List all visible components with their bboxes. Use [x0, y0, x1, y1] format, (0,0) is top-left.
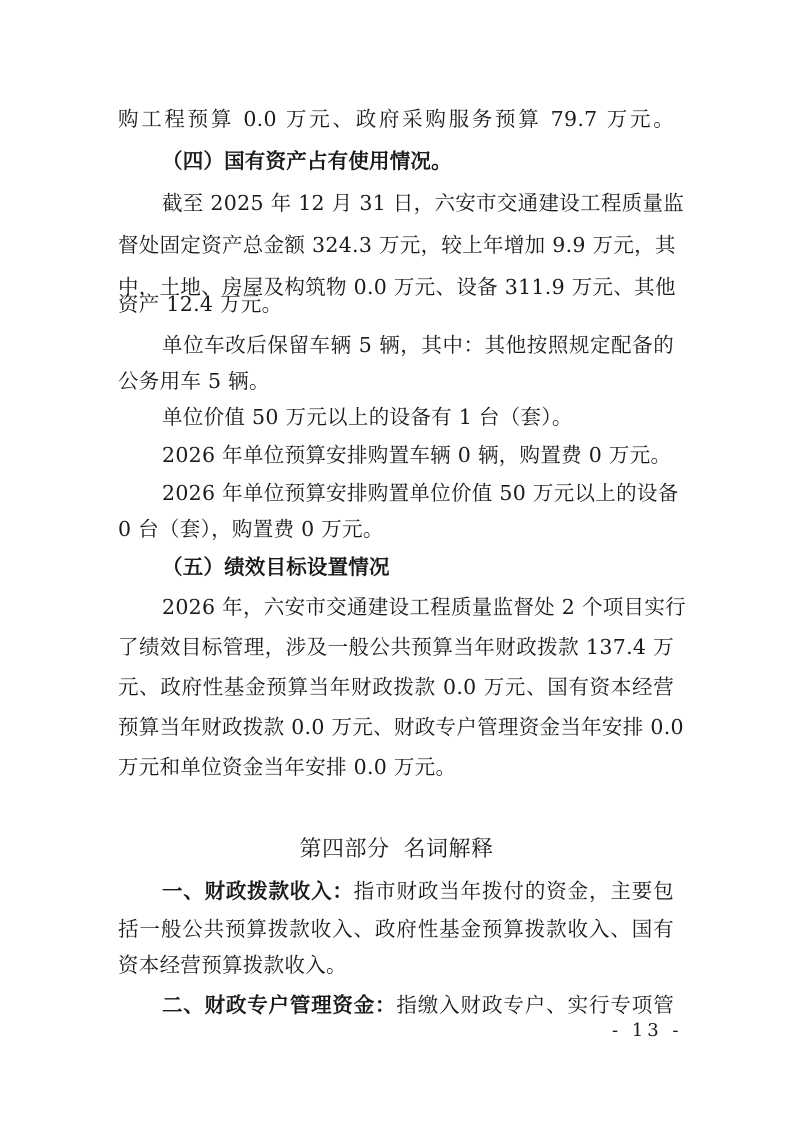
text-line: 预算当年财政拨款 0.0 万元、财政专户管理资金当年安排 0.0	[118, 715, 684, 739]
text-line: 单位车改后保留车辆 5 辆，其中：其他按照规定配备的	[162, 333, 674, 357]
text-line: 万元和单位资金当年安排 0.0 万元。	[118, 755, 457, 779]
term-2-label: 二、财政专户管理资金：	[162, 993, 397, 1017]
text-line: 2026 年单位预算安排购置单位价值 50 万元以上的设备	[162, 481, 679, 505]
text-line: 2026 年，六安市交通建设工程质量监督处 2 个项目实行	[162, 595, 686, 619]
section-heading-5: （五）绩效目标设置情况	[162, 555, 390, 579]
part-four-title	[0, 835, 793, 865]
page-number: - 13 -	[612, 1020, 683, 1041]
text-line: 单位价值 50 万元以上的设备有 1 台（套）。	[162, 405, 573, 429]
text-line: 中，土地、房屋及构筑物 0.0 万元、设备 311.9 万元、其他	[118, 275, 676, 299]
section-heading-4: （四）国有资产占有使用情况。	[162, 149, 452, 173]
term-1-label: 一、财政拨款收入：	[162, 879, 354, 903]
text-line: 了绩效目标管理，涉及一般公共预算当年财政拨款 137.4 万	[118, 635, 674, 659]
text-line: 截至 2025 年 12 月 31 日，六安市交通建设工程质量监	[162, 191, 685, 215]
term-2-text: 指缴入财政专户、实行专项管	[396, 993, 674, 1017]
part-four-title-text: 名词解释	[403, 837, 494, 862]
text-line: 元、政府性基金预算当年财政拨款 0.0 万元、国有资本经营	[118, 675, 674, 699]
term-1-text: 指市财政当年拨付的资金，主要包	[353, 879, 674, 903]
term-1	[162, 876, 674, 906]
text-line: 公务用车 5 辆。	[118, 369, 270, 393]
text-line: 督处固定资产总金额 324.3 万元，较上年增加 9.9 万元，其	[118, 233, 676, 257]
text-line: 0 台（套），购置费 0 万元。	[118, 517, 384, 541]
text-line: 购工程预算 0.0 万元、政府采购服务预算 79.7 万元。	[118, 107, 674, 131]
text-line: 括一般公共预算拨款收入、政府性基金预算拨款收入、国有	[118, 917, 674, 941]
term-2	[162, 990, 674, 1020]
text-line: 资本经营预算拨款收入。	[118, 953, 347, 977]
part-four-title-number: 第四部分	[299, 837, 390, 862]
text-line: 2026 年单位预算安排购置车辆 0 辆，购置费 0 万元。	[162, 443, 672, 467]
text-line: 资产 12.4 万元。	[118, 292, 283, 316]
